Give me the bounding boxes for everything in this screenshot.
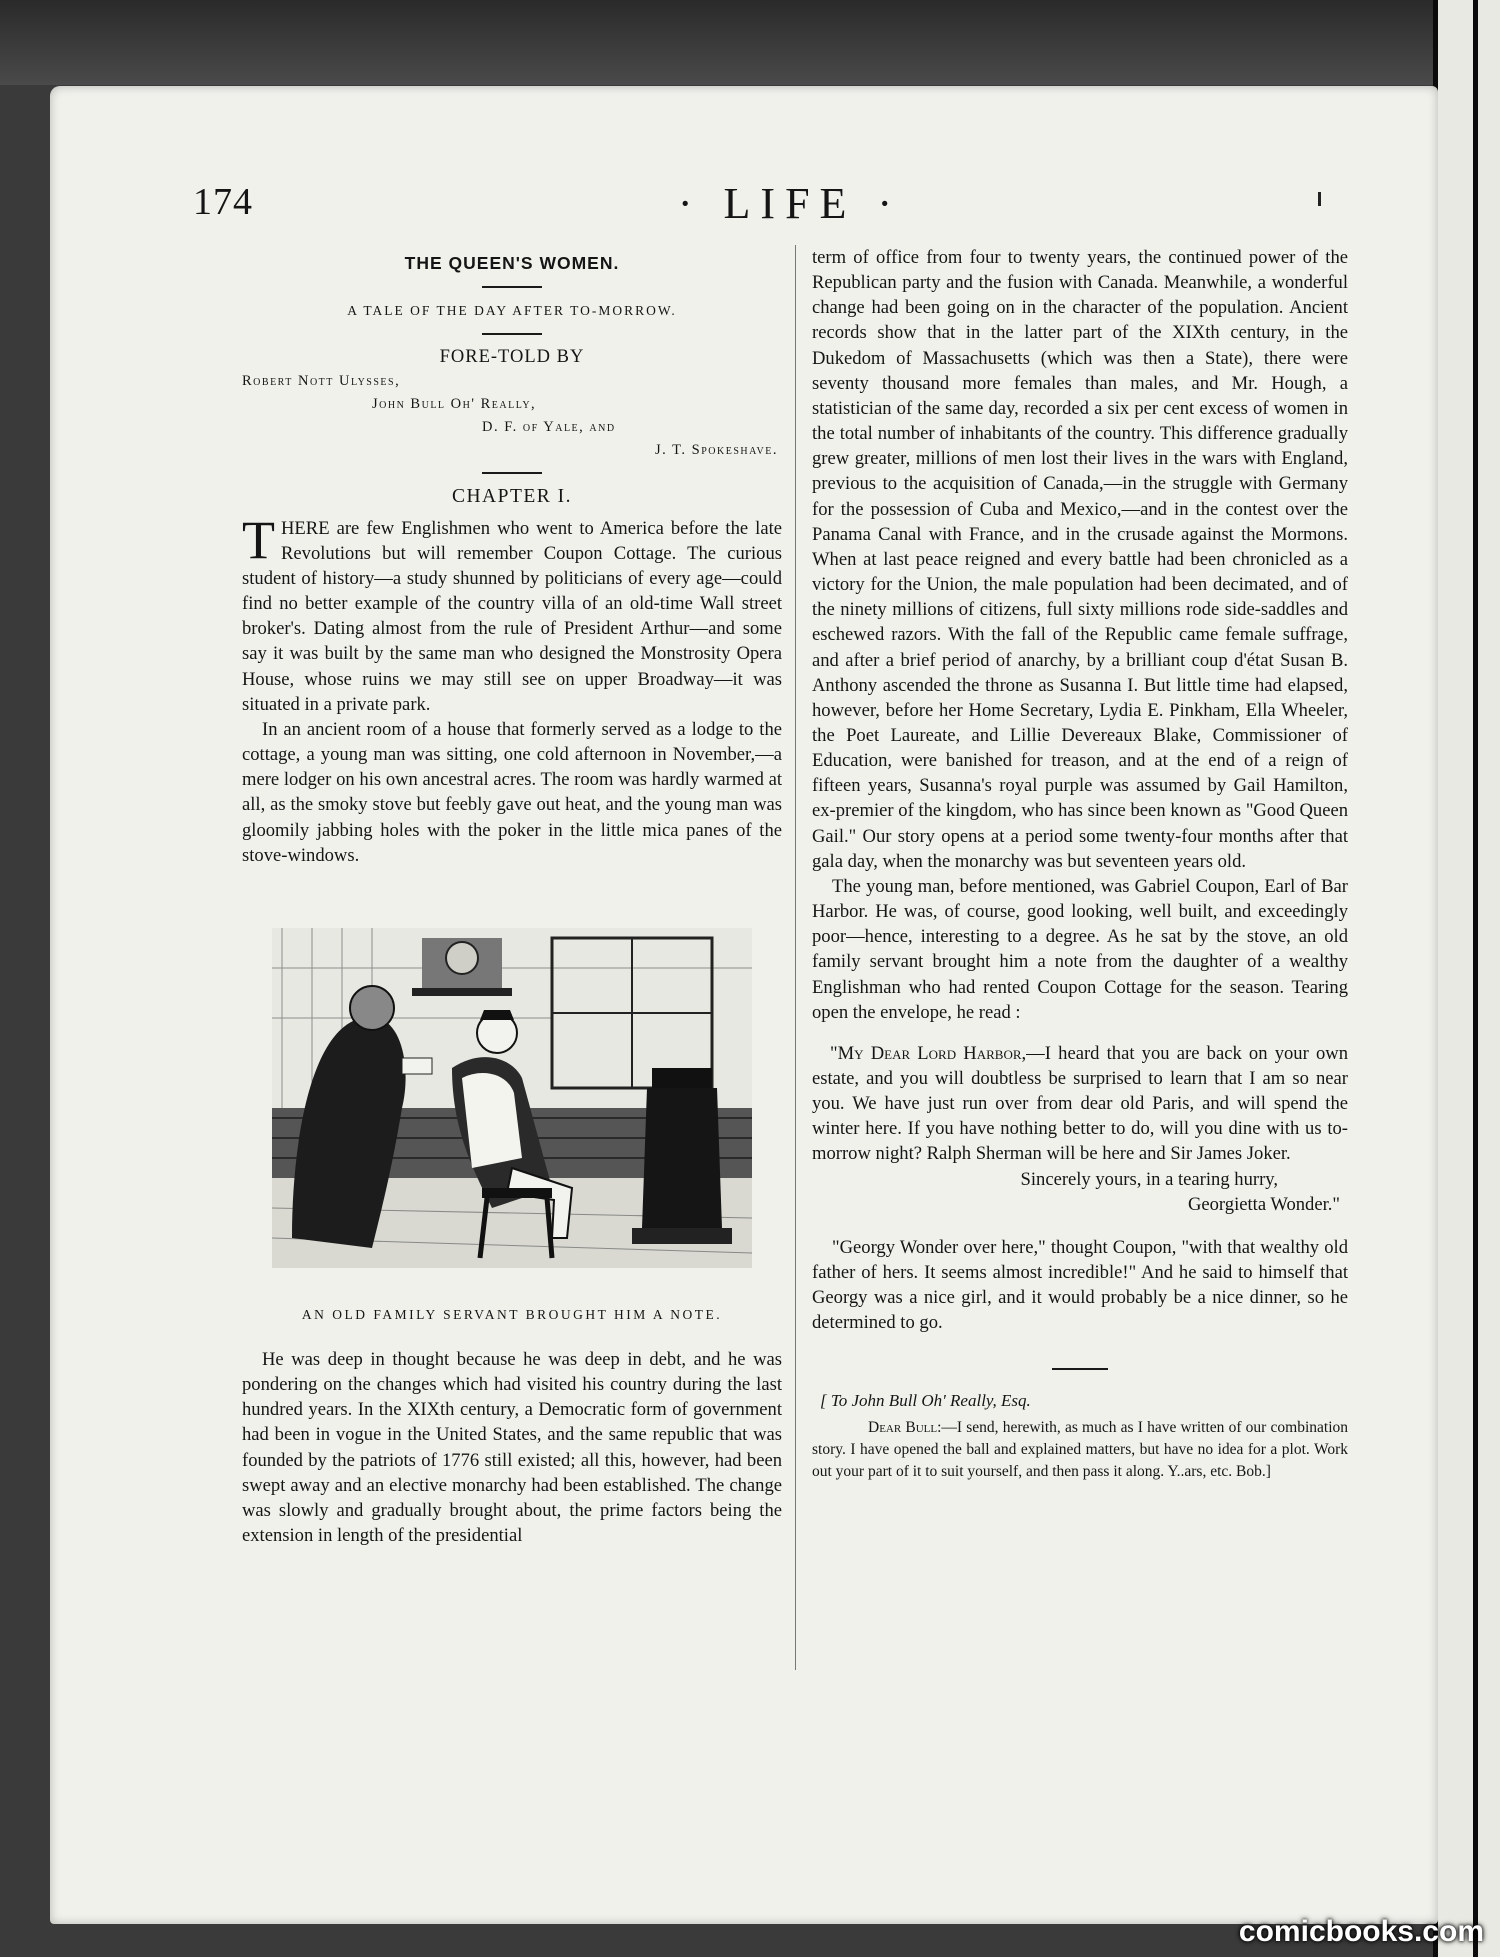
story-title: THE QUEEN'S WOMEN. bbox=[404, 253, 620, 273]
author-2: John Bull Oh' Really, bbox=[372, 396, 537, 413]
authors-rule bbox=[482, 472, 542, 474]
binding-shadow bbox=[1473, 0, 1478, 1957]
letter-paragraph bbox=[812, 1041, 1348, 1167]
paragraph-5: The young man, before mentioned, was Gabriel Coupon, Earl of Bar Harbor. He was, of course, good looking, well built, and exceedingly poor—hence, interesting to a degree. As he sat by the stove, an old family servant brought him a note from the daughter of a wealthy Englishman who had rented Coupon Cottage for the season. Tearing open the envelope, he read : bbox=[812, 875, 1348, 1023]
chapter-heading: CHAPTER I. bbox=[451, 486, 573, 508]
note-heading: [ To John Bull Oh' Really, Esq. bbox=[820, 1390, 1031, 1410]
author-1: Robert Nott Ulysses, bbox=[242, 373, 401, 390]
letter-body: —I heard that you are back on your own estate, and you will doubtless be surprised to learn that I am so near you. We have just run over from dear old Paris, and will spend the winter here. If you have nothing better to do, will you dine with us to-morrow night? Ralph Sherman will be here and Sir James Joker. bbox=[812, 1042, 1348, 1165]
author-4: J. T. Spokeshave. bbox=[654, 442, 778, 459]
foretold-by: FORE-TOLD BY bbox=[439, 347, 585, 368]
page-number: 174 bbox=[193, 181, 253, 223]
author-3: D. F. of Yale, and bbox=[482, 419, 616, 436]
subtitle-rule bbox=[482, 333, 542, 335]
letter-signature: Georgietta Wonder." bbox=[1187, 1193, 1340, 1215]
printer-mark bbox=[1318, 192, 1321, 206]
story-subtitle: A TALE OF THE DAY AFTER TO-MORROW. bbox=[347, 303, 677, 319]
right-column bbox=[812, 245, 1348, 1483]
column-rule bbox=[795, 245, 796, 1670]
paragraph-6: "Georgy Wonder over here," thought Coupon, "with that wealthy old father of hers. It seems almost incredible!" And he said to himself that Georgy was a nice girl, and it would probably be a nice dinner, so he determined to go. bbox=[812, 1236, 1348, 1334]
adjacent-page-edge bbox=[1433, 0, 1500, 1957]
drop-cap: T bbox=[242, 509, 275, 570]
illustration-caption: AN OLD FAMILY SERVANT BROUGHT HIM A NOTE. bbox=[301, 1306, 723, 1322]
note-paragraph bbox=[812, 1417, 1348, 1483]
left-column bbox=[242, 245, 782, 1548]
note-salutation: Dear Bull bbox=[868, 1418, 938, 1436]
scan-background bbox=[0, 0, 1500, 85]
title-rule bbox=[482, 286, 542, 288]
section-rule bbox=[1052, 1368, 1108, 1370]
watermark: comicbooks.com bbox=[1238, 1915, 1484, 1948]
paragraph-4: term of office from four to twenty years, the continued power of the Republican party and the fusion with Canada. Meanwhile, a wonderful change had been going on in the character of the population. Ancient records show that in the latter part of the XIXth century, in the Dukedom of Massachusetts (which was then a State), there were seventy thousand more females than males, and Mr. Hough, a statistician of the same day, recorded a six per cent excess of women in the total number of inhabitants of the country. This difference gradually grew greater, millions of men lost their lives in the wars with England, previous to the acquisition of Canada,—in the struggle with Germany for the possession of Cuba and Mexico,—and in the contest over the Panama Canal with France, and in the crusade against the Mormons. When at last peace reigned and every battle had been chronicled as a victory for the Union, the male population had been decimated, and of the ninety millions of citizens, full sixty millions rode side-saddles and eschewed razors. With the fall of the Republic came female suffrage, and after a brief period of anarchy, by a brilliant coup d'état Susan B. Anthony ascended the throne as Susanna I. But little time had elapsed, however, before her Home Secretary, Lydia E. Pinkham, Ella Wheeler, the Poet Laureate, and Lillie Devereaux Blake, Commissioner of Education, were banished for treason, and at the end of a reign of fifteen years, Susanna's royal purple was assumed by Gail Hamilton, ex-premier of the kingdom, who has since been known as "Good Queen Gail." Our story opens at a period some twenty-four months after that gala day, when the monarchy was but seventeen years old. bbox=[812, 247, 1348, 872]
paragraph-2: In an ancient room of a house that formerly served as a lodge to the cottage, a young man was sitting, one cold afternoon in November,—a mere lodger on his own ancestral acres. The room was hardly warmed at all, as the smoky stove but feebly gave out heat, and the young man was gloomily jabbing holes with the poker in the little mica panes of the stove-windows. bbox=[242, 718, 782, 866]
engraving-illustration bbox=[252, 908, 772, 1280]
servant-and-young-man-engraving bbox=[252, 908, 772, 1280]
masthead-title: · LIFE · bbox=[677, 179, 903, 228]
note-body: :—I send, herewith, as much as I have written of our combination story. I have opened the ball and explained matters, but have no idea for a plot. Work out your part of it to suit yourself, and then pass it along. Y..ars, etc. Bob.] bbox=[812, 1418, 1348, 1480]
letter-salutation: "My Dear Lord Harbor, bbox=[830, 1042, 1027, 1064]
paragraph-1-text: HERE are few Englishmen who went to America before the late Revolutions but will remember Coupon Cottage. The curious student of history—a study shunned by politicians of every age—could find no better example of the country villa of an old-time Wall street broker's. Dating almost from the rule of President Arthur—and some say it was built by the same man who designed the Monstrosity Opera House, whose ruins we may still see on upper Broadway—it was situated in a private park. bbox=[242, 517, 782, 715]
letter-signoff: Sincerely yours, in a tearing hurry, bbox=[1020, 1168, 1278, 1190]
paragraph-1 bbox=[242, 509, 782, 717]
paragraph-3: He was deep in thought because he was deep in debt, and he was pondering on the changes which had visited his country during the last hundred years. In the XIXth century, a Democratic form of government had been in vogue in the United States, and the same republic that was founded by the patriots of 1776 still existed; all this, however, had been swept away and an elective monarchy had been established. The change was slowly and gradually brought about, the prime factors being the extension in length of the presidential bbox=[242, 1348, 782, 1547]
